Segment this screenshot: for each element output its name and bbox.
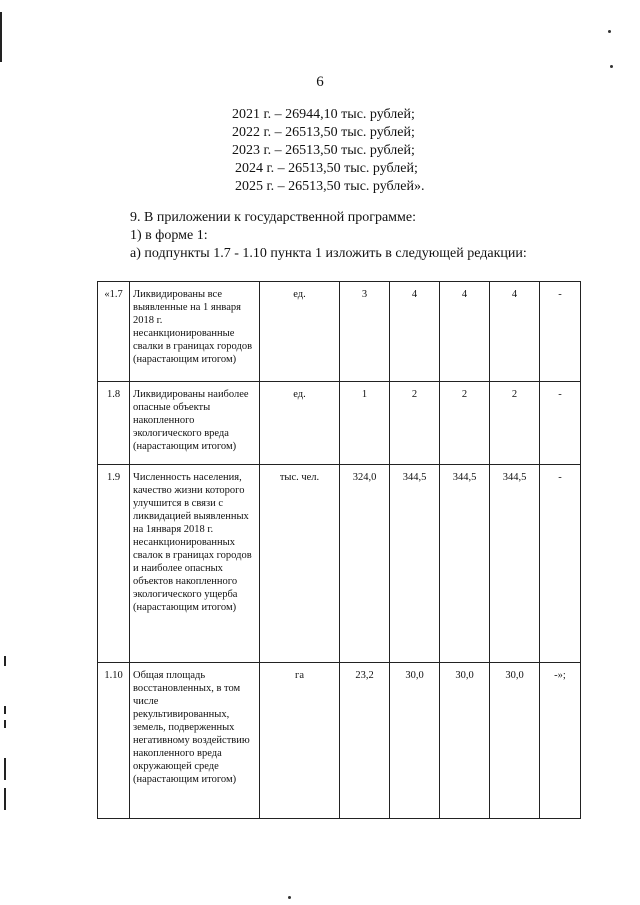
value-cell: 2 xyxy=(390,382,440,465)
unit-cell: ед. xyxy=(260,282,340,382)
value-cell: 344,5 xyxy=(390,465,440,663)
value-cell: 344,5 xyxy=(490,465,540,663)
paragraph-item-a: а) подпункты 1.7 - 1.10 пункта 1 изложить в следующей редакции: xyxy=(130,246,527,261)
scan-margin-mark xyxy=(4,758,6,780)
final-cell: - xyxy=(540,382,581,465)
budget-line-2025: 2025 г. – 26513,50 тыс. рублей». xyxy=(235,179,425,194)
value-cell: 1 xyxy=(340,382,390,465)
unit-cell: ед. xyxy=(260,382,340,465)
value-cell: 3 xyxy=(340,282,390,382)
value-cell: 344,5 xyxy=(440,465,490,663)
scan-dot xyxy=(288,896,291,899)
page-number: 6 xyxy=(316,74,324,90)
budget-line-2024: 2024 г. – 26513,50 тыс. рублей; xyxy=(235,161,418,176)
table-row-1-8 xyxy=(98,382,581,465)
table-row-1-10 xyxy=(98,663,581,819)
final-cell: -»; xyxy=(540,663,581,819)
indicator-name: Общая площадь восстановленных, в том числе рекультивированных, земель, подверженных негативному воздействию накопленного вреда окружающей среде (нарастающим итогом) xyxy=(130,663,260,819)
scan-margin-mark xyxy=(4,788,6,810)
scan-margin-mark xyxy=(4,706,6,714)
value-cell: 30,0 xyxy=(440,663,490,819)
value-cell: 4 xyxy=(490,282,540,382)
value-cell: 30,0 xyxy=(390,663,440,819)
row-number: «1.7 xyxy=(98,282,130,382)
indicators-table xyxy=(97,281,581,819)
final-cell: - xyxy=(540,465,581,663)
final-cell: - xyxy=(540,282,581,382)
value-cell: 2 xyxy=(490,382,540,465)
scan-margin-mark xyxy=(0,12,2,62)
row-number: 1.8 xyxy=(98,382,130,465)
scan-dot xyxy=(610,65,613,68)
table-row-1-7 xyxy=(98,282,581,382)
paragraph-item-1: 1) в форме 1: xyxy=(130,228,208,243)
value-cell: 23,2 xyxy=(340,663,390,819)
indicator-name: Численность населения, качество жизни которого улучшится в связи с ликвидацией выявленных на 1января 2018 г. несанкционированных свалок в границах городов и наиболее опасных объектов накопленного экологического ущерба (нарастающим итогом) xyxy=(130,465,260,663)
value-cell: 4 xyxy=(390,282,440,382)
scan-margin-mark xyxy=(4,656,6,666)
unit-cell: га xyxy=(260,663,340,819)
scan-dot xyxy=(608,30,611,33)
unit-cell: тыс. чел. xyxy=(260,465,340,663)
budget-line-2021: 2021 г. – 26944,10 тыс. рублей; xyxy=(232,107,415,122)
value-cell: 2 xyxy=(440,382,490,465)
budget-line-2022: 2022 г. – 26513,50 тыс. рублей; xyxy=(232,125,415,140)
value-cell: 4 xyxy=(440,282,490,382)
indicator-name: Ликвидированы все выявленные на 1 января 2018 г. несанкционированные свалки в границах городов (нарастающим итогом) xyxy=(130,282,260,382)
paragraph-item-9: 9. В приложении к государственной программе: xyxy=(130,210,416,225)
indicator-name: Ликвидированы наиболее опасные объекты накопленного экологического вреда (нарастающим итогом) xyxy=(130,382,260,465)
value-cell: 324,0 xyxy=(340,465,390,663)
budget-lines xyxy=(232,106,492,196)
table-row-1-9 xyxy=(98,465,581,663)
budget-line-2023: 2023 г. – 26513,50 тыс. рублей; xyxy=(232,143,415,158)
row-number: 1.10 xyxy=(98,663,130,819)
scan-margin-mark xyxy=(4,720,6,728)
value-cell: 30,0 xyxy=(490,663,540,819)
row-number: 1.9 xyxy=(98,465,130,663)
